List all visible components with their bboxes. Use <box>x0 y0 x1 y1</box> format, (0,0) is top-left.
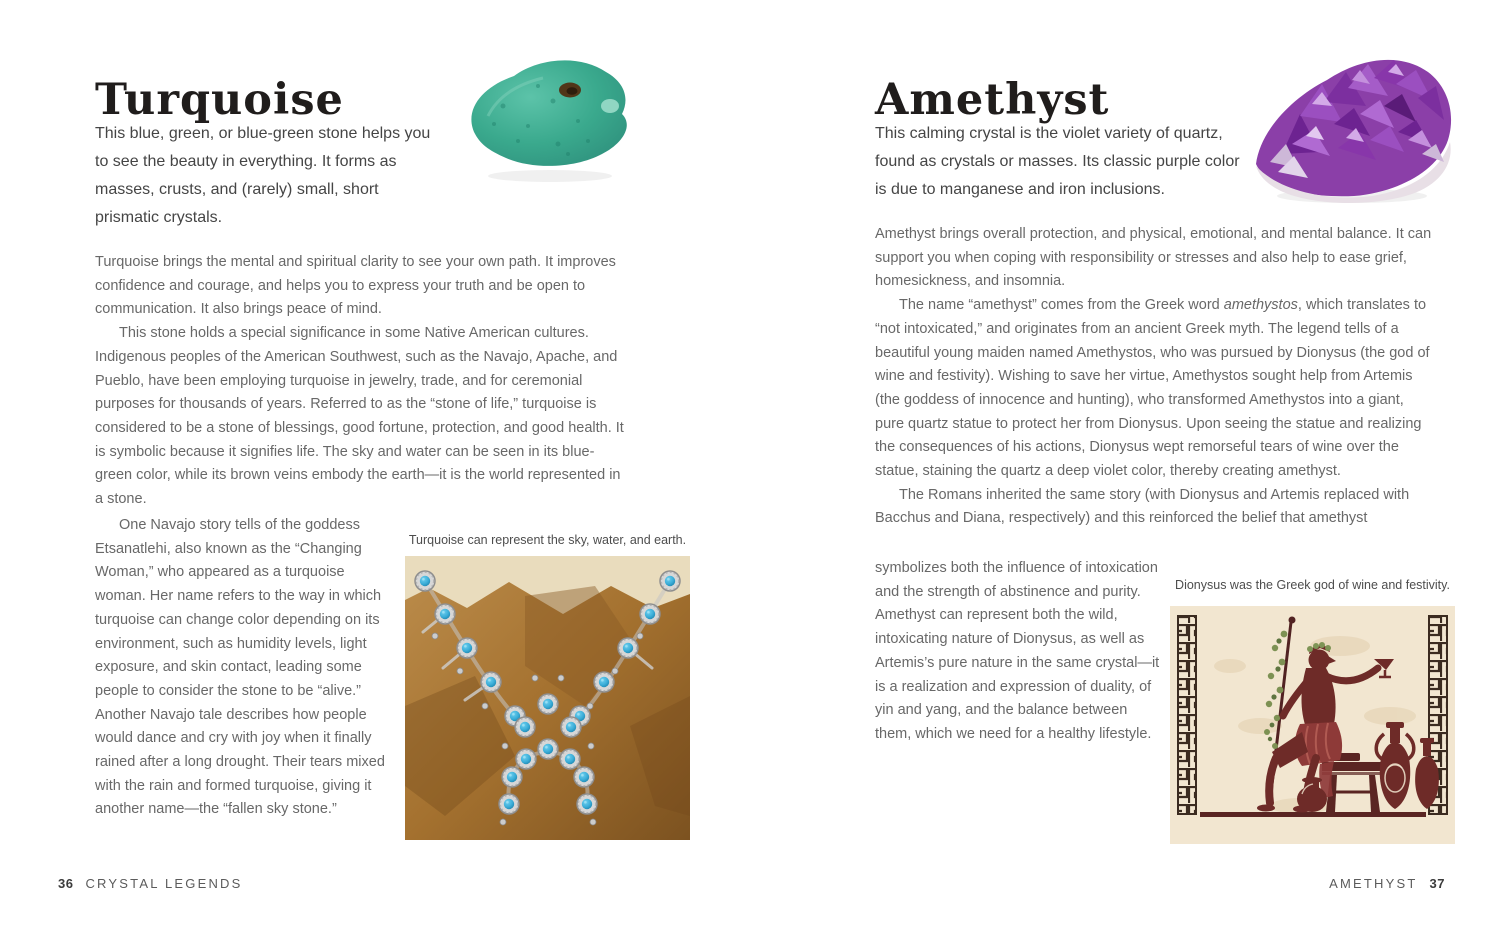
amethyst-paragraph-1: Amethyst brings overall protection, and physical, emotional, and mental balance. It can support you when coping with responsibility or stresses and also help to ease grief, homesickness, and insomnia. <box>875 226 1432 290</box>
page-title-turquoise: Turquoise <box>95 74 344 125</box>
dionysus-caption: Dionysus was the Greek god of wine and festivity. <box>1175 578 1450 592</box>
amethyst-paragraph-3-continued: symbolizes both the influence of intoxication and the strength of abstinence and purity. Amethyst can represent both the wild, intoxicating nature of Dionysus, as well as Artemis’s pure nature in the same crystal—it is a realization and expression of duality, of yin and yang, and the balance between them, which we need for a healthy lifestyle. <box>875 560 1160 742</box>
amethyst-paragraph-3-start: The Romans inherited the same story (with Dionysus and Artemis replaced with Bacchus and Diana, respectively) and this reinforced the belief that amethyst <box>875 486 1410 527</box>
stone-notch <box>601 99 619 113</box>
amethyst-body-main <box>875 223 1435 531</box>
turquoise-paragraph-2: This stone holds a special significance in some Native American cultures. Indigenous peoples of the American Southwest, such as the Navajo, Apache, and Pueblo, have been employing turquoise in jewelry, trade, and for ceremonial purposes for thousands of years. Referred to as the “stone of life,” turquoise is considered to be a stone of blessings, good fortune, protection, and good health. It is symbolic because it signifies life. The sky and water can be seen in its blue-green color, while its brown veins embody the earth—it is the world represented in a stone. <box>95 325 624 508</box>
turquoise-body-narrow <box>95 514 390 822</box>
page-number: 36 <box>58 876 74 891</box>
stone-body <box>471 60 626 166</box>
page-number: 37 <box>1429 876 1445 891</box>
amethyst-paragraph-2-pre: The name “amethyst” comes from the Greek word <box>899 297 1224 314</box>
dionysus-illustration <box>1170 606 1455 844</box>
right-page-footer <box>1329 876 1445 891</box>
left-page-footer <box>58 876 243 891</box>
running-head: AMETHYST <box>1329 876 1418 891</box>
page-title-amethyst: Amethyst <box>875 74 1110 125</box>
running-head: CRYSTAL LEGENDS <box>85 876 243 891</box>
amethyst-greek-word: amethystos <box>1223 297 1298 314</box>
amethyst-paragraph-2 <box>875 294 1435 484</box>
turquoise-paragraph-3: One Navajo story tells of the goddess Etsanatlehi, also known as the “Changing Woman,” who appeared as a turquoise woman. Her name refers to the way in which turquoise can change color depending on its environment, such as humidity levels, light exposure, and skin contact, leading some people to consider the stone to be “alive.” Another Navajo tale describes how people would dance and cry with joy when it finally rained after a long drought. Their tears mixed with the rain and formed turquoise, giving it another name—the “fallen sky stone.” <box>95 517 385 818</box>
amethyst-intro: This calming crystal is the violet variety of quartz, found as crystals or masses. Its classic purple color is due to manganese and iron inclusions. <box>875 125 1240 198</box>
necklace-caption: Turquoise can represent the sky, water, and earth. <box>408 533 687 547</box>
amethyst-paragraph-2-post: , which translates to “not intoxicated,” and originates from an ancient Greek myth. The legend tells of a beautiful young maiden named Amethystos, who was pursued by Dionysus (the god of wine and festivity). Wishing to save her virtue, Amethystos sought help from Artemis (the goddess of innocence and hunting), who transformed Amethystos into a giant, pure quartz statue to protect her from Dionysus. Upon seeing the statue and realizing the consequences of his actions, Dionysus wept remorseful tears of wine over the statue, staining the quartz a deep violet color, thereby creating amethyst. <box>875 297 1430 480</box>
right-page <box>750 0 1500 928</box>
amethyst-body-narrow <box>875 557 1165 747</box>
ground-line <box>1200 812 1426 817</box>
turquoise-body-main <box>95 251 629 512</box>
turquoise-paragraph-1: Turquoise brings the mental and spiritual clarity to see your own path. It improves confidence and courage, and helps you to express your truth and be open to communication. It also brings peace of mind. <box>95 254 616 318</box>
stone-shadow <box>488 170 612 182</box>
stone-cavity-inner <box>567 87 578 95</box>
turquoise-intro: This blue, green, or blue-green stone helps you to see the beauty in everything. It forms as masses, crusts, and (rarely) small, short prismatic crystals. <box>95 125 431 226</box>
turquoise-necklace-photo <box>405 556 690 840</box>
amethyst-cluster-photo <box>1242 44 1456 208</box>
turquoise-stone-photo <box>458 46 642 188</box>
